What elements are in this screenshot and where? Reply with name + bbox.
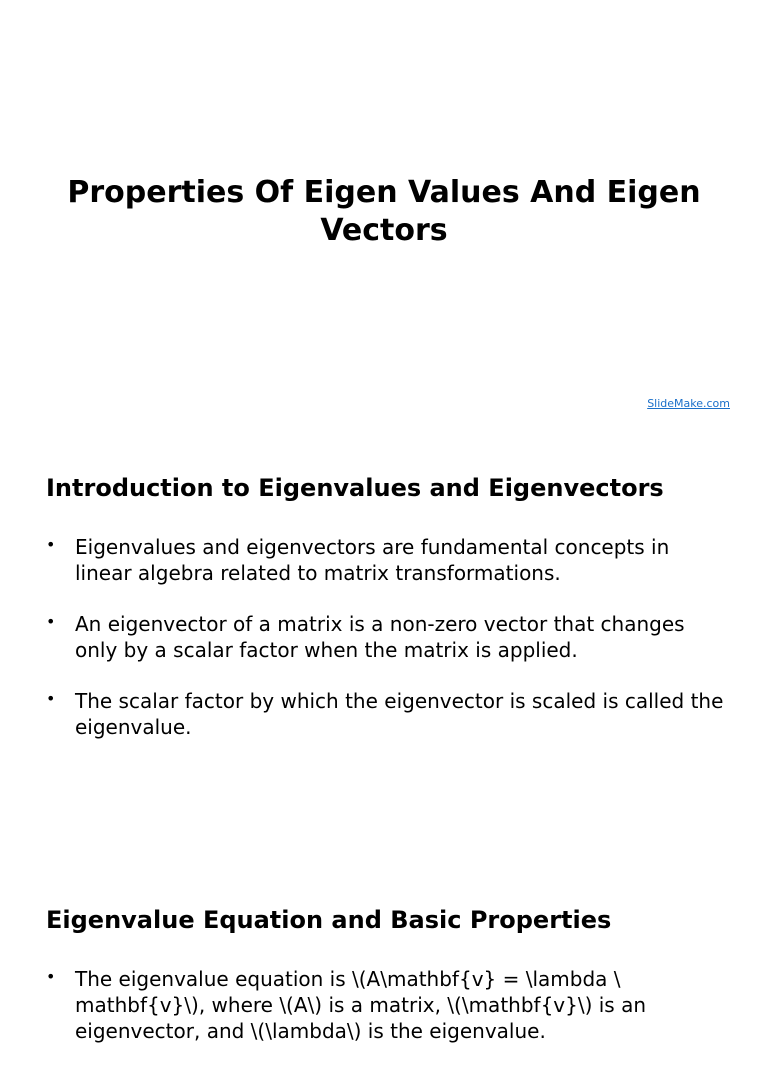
bullet-text: The eigenvalue equation is \(A\mathbf{v} = \lambda \ mathbf{v}\), where \(A\) is a matrix, \(\mathbf{v}\) is an eigenvector, and \(\lambda\) is the eigenvalue. — [75, 967, 647, 1043]
bullet-item — [46, 611, 726, 663]
bullet-text: An eigenvector of a matrix is a non-zero vector that changes only by a scalar factor when the matrix is applied. — [75, 612, 685, 662]
bullet-item — [46, 688, 726, 740]
bullet-list-introduction — [46, 534, 726, 765]
bullet-text: The scalar factor by which the eigenvector is scaled is called the eigenvalue. — [75, 689, 724, 739]
section-heading-introduction: Introduction to Eigenvalues and Eigenvectors — [46, 474, 664, 502]
bullet-text: Eigenvalues and eigenvectors are fundamental concepts in linear algebra related to matrix transformations. — [75, 535, 670, 585]
bullet-item — [46, 534, 726, 586]
bullet-item — [46, 966, 726, 1044]
bullet-dot-icon: • — [46, 689, 56, 708]
bullet-list-eigenvalue-equation — [46, 966, 726, 1069]
bullet-dot-icon: • — [46, 967, 56, 986]
slidemake-credit-link[interactable]: SlideMake.com — [647, 397, 730, 410]
bullet-dot-icon: • — [46, 535, 56, 554]
slide-title: Properties Of Eigen Values And Eigen Vectors — [67, 175, 701, 248]
section-heading-eigenvalue-equation: Eigenvalue Equation and Basic Properties — [46, 906, 612, 934]
bullet-dot-icon: • — [46, 612, 56, 631]
